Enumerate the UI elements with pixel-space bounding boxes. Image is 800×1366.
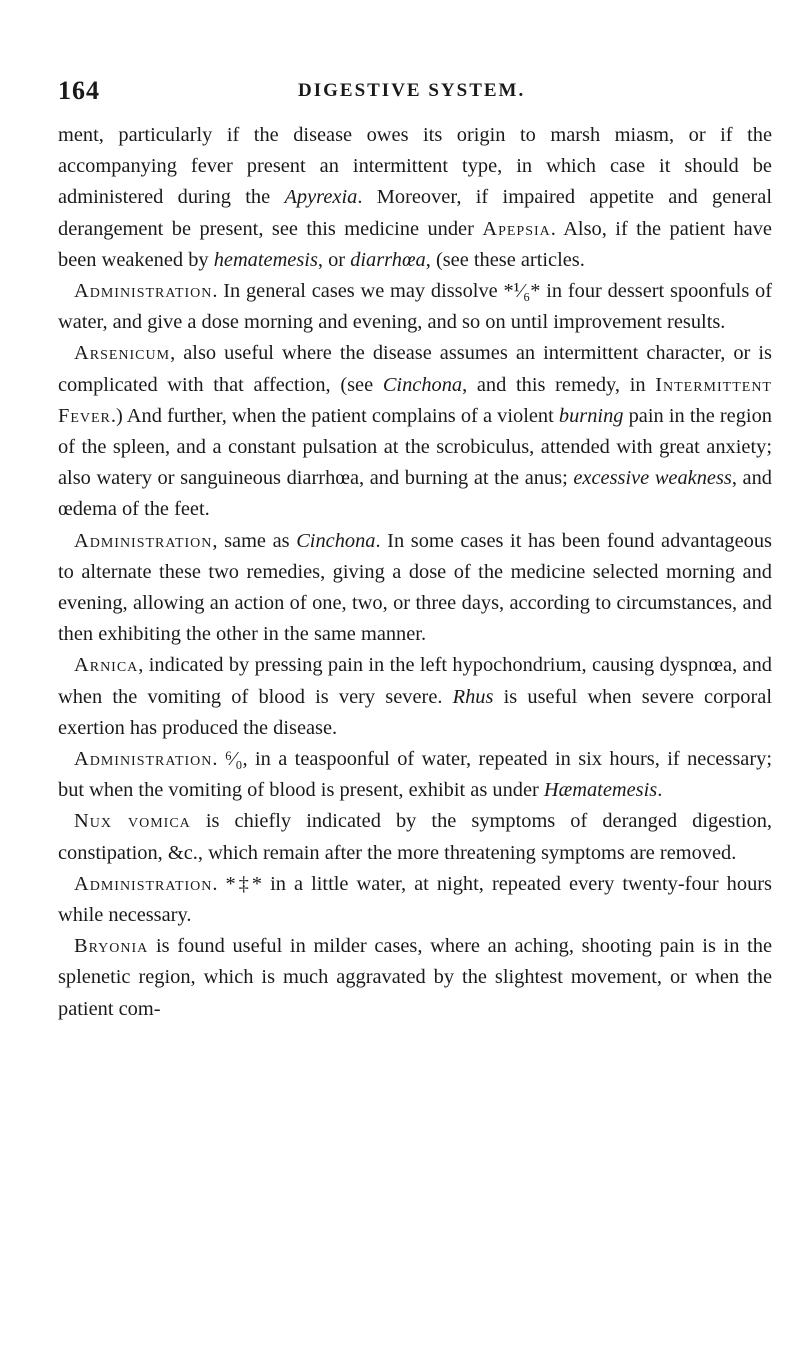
text-segment: is useful when severe corporal exertion has produced the disease. — [58, 685, 772, 739]
text-segment: . Also, if the patient have been weakened by — [58, 217, 772, 271]
text-segment: hematemesis — [213, 248, 318, 271]
text-segment: , and this remedy, in — [462, 373, 656, 396]
text-segment: Administration — [74, 872, 213, 895]
text-segment: Arnica — [74, 654, 139, 677]
text-segment: Apepsia — [482, 217, 551, 240]
text-segment: , same as — [212, 529, 297, 552]
paragraph — [58, 338, 772, 525]
paragraph — [58, 869, 772, 931]
text-segment: is found useful in milder cases, where an aching, shooting pain is in the splenetic region, which is much aggravated by the slightest movement, or when the patient com- — [58, 935, 772, 1020]
paragraph — [58, 276, 772, 338]
text-segment: , indicated by pressing pain in the left hypochondrium, causing dyspnœa, and when the vomiting of blood is very severe. — [58, 654, 772, 708]
text-segment: , (see these articles. — [425, 248, 585, 271]
text-segment: Rhus — [452, 685, 494, 708]
paragraph — [58, 744, 772, 806]
text-segment: diarrhœa — [350, 248, 426, 271]
text-segment: Administration — [74, 280, 213, 303]
text-segment: ment, particularly if the disease owes its origin to marsh miasm, or if the accompanying fever present an intermittent type, in which case it should be administered during the — [58, 124, 772, 209]
running-head: DIGESTIVE SYSTEM. — [298, 80, 526, 101]
text-segment: . ⁶⁄₀, in a teaspoonful of water, repeated in six hours, if necessary; but when the vomiting of blood is present, exhibit as under — [58, 748, 772, 802]
text-segment: Cinchona — [382, 373, 463, 396]
text-segment: . *‡* in a little water, at night, repeated every twenty-four hours while necessary. — [58, 872, 772, 927]
text-segment: . In some cases it has been found advantageous to alternate these two remedies, giving a dose of the medicine selected morning and evening, allowing an action of one, two, or three days, according to circumstances, and then exhibiting the other in the same manner. — [58, 529, 772, 646]
text-segment: is chiefly indicated by the symptoms of deranged digestion, constipation, &c., which remain after the more threatening symptoms are removed. — [58, 810, 772, 864]
text-segment: pain in the region of the spleen, and a constant pulsation at the scrobiculus, attended with great anxiety; also watery or sanguineous diarrhœa, and burning at the anus; — [58, 404, 772, 490]
paragraph — [58, 120, 772, 276]
text-segment: Intermittent Fever — [58, 373, 772, 427]
paragraph — [58, 526, 772, 651]
text-segment: Apyrexia — [284, 186, 358, 209]
text-segment: . Moreover, if impaired appetite and general derangement be present, see this medicine under — [58, 186, 772, 240]
paragraph — [58, 650, 772, 744]
text-segment: . In general cases we may dissolve *¹⁄₆* in four dessert spoonfuls of water, and give a dose morning and evening, and so on until improvement results. — [58, 280, 772, 334]
text-segment: Administration — [74, 748, 213, 771]
text-segment: Bryonia — [74, 935, 149, 958]
paragraph — [58, 931, 772, 1025]
text-segment: Arsenicum — [74, 342, 171, 365]
text-segment: Cinchona — [296, 529, 376, 552]
paragraph — [58, 806, 772, 868]
text-segment: , also useful where the disease assumes an intermittent character, or is complicated with that affection, (see — [58, 342, 772, 396]
text-segment: Hæmatemesis — [543, 779, 658, 802]
text-segment: , or — [317, 248, 351, 271]
text-segment: excessive weakness — [573, 467, 732, 490]
body-text — [58, 120, 772, 1025]
text-segment: Nux vomica — [74, 810, 191, 833]
text-segment: .) And further, when the patient complains of a violent — [110, 404, 559, 427]
text-segment: , and œdema of the feet. — [58, 467, 772, 521]
text-segment: Administration — [74, 529, 213, 552]
text-segment: burning — [558, 404, 624, 427]
page-header — [58, 76, 772, 106]
page-number: 164 — [58, 76, 100, 105]
text-segment: . — [657, 779, 663, 802]
